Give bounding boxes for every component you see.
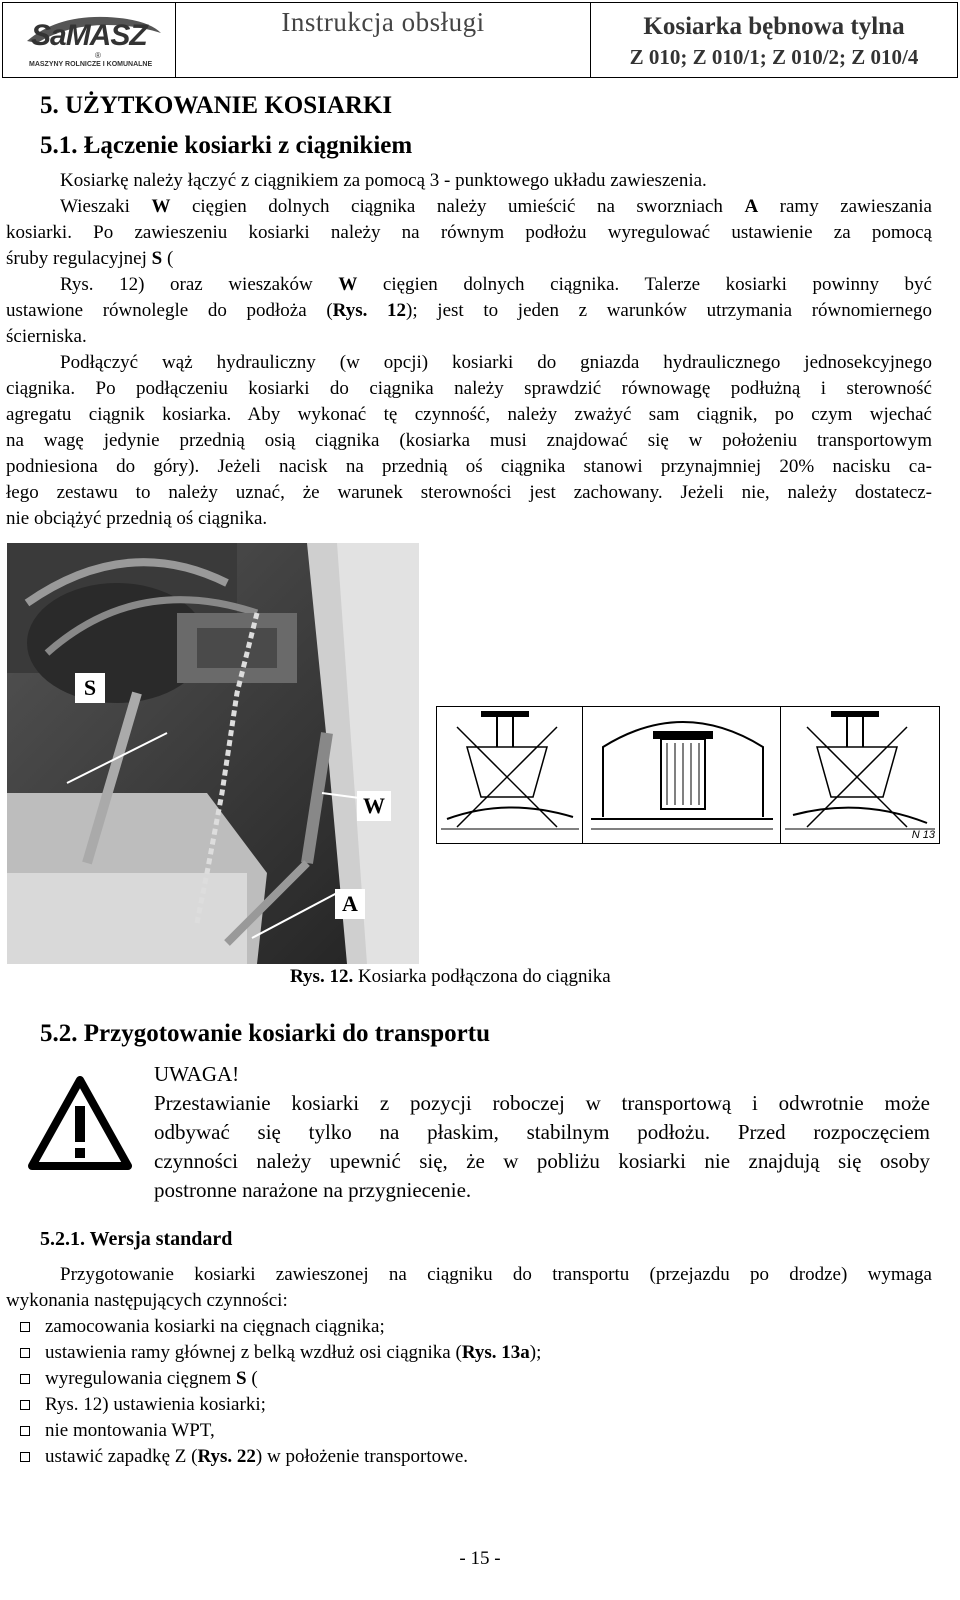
tractor-hitch-photo bbox=[7, 543, 419, 964]
paragraph-line: agregatu ciągnik kosiarka. Aby wykonać tę czynność, należy zważyć sam ciągnik, po czym wjechać bbox=[6, 404, 932, 425]
warning-line: Przestawianie kosiarki z pozycji roboczej w transportową i odwrotnie może bbox=[154, 1091, 930, 1115]
paragraph-line: podniesiona do góry). Jeżeli nacisk na przednią oś ciągnika stanowi przynajmniej 20% nacisku ca- bbox=[6, 456, 932, 477]
paragraph-line: Przygotowanie kosiarki zawieszonej na ciągniku do transportu (przejazdu po drodze) wymaga bbox=[60, 1264, 932, 1285]
list-item: ustawienia ramy głównej z belką wzdłuż osi ciągnika (Rys. 13a); bbox=[18, 1340, 541, 1366]
warning-line: czynności należy upewnić się, że w pobliżu kosiarki nie znajdują się osoby bbox=[154, 1149, 930, 1173]
list-item: zamocowania kosiarki na cięgnach ciągnika; bbox=[18, 1314, 541, 1340]
paragraph-line: ciągnika. Po podłączeniu kosiarki do ciągnika należy sprawdzić równowagę podłużną i sterowność bbox=[6, 378, 932, 399]
page-number: - 15 - bbox=[459, 1548, 501, 1569]
brand-subtitle: MASZYNY ROLNICZE I KOMUNALNE bbox=[29, 61, 153, 68]
bullet-list bbox=[18, 1314, 541, 1470]
mower-adjustment-diagram bbox=[436, 706, 940, 844]
list-item: Rys. 12) ustawienia kosiarki; bbox=[18, 1392, 541, 1418]
paragraph-line: kosiarki. Po zawieszeniu kosiarki należy na równym podłożu wyregulować ustawienie za pomocą bbox=[6, 222, 932, 243]
checkbox-bullet-icon bbox=[20, 1322, 30, 1332]
diagram-panel-center bbox=[583, 707, 781, 843]
paragraph-line: Rys. 12) oraz wieszaków W cięgien dolnych ciągnika. Talerze kosiarki powinny być bbox=[60, 274, 932, 295]
paragraph-line: Podłączyć wąż hydrauliczny (w opcji) kosiarki do gniazda hydraulicznego jednosekcyjnego bbox=[60, 352, 932, 373]
warning-icon bbox=[28, 1076, 132, 1172]
checkbox-bullet-icon bbox=[20, 1426, 30, 1436]
diagram-code: N 13 bbox=[911, 829, 935, 841]
list-item: wyregulowania cięgnem S ( bbox=[18, 1366, 541, 1392]
checkbox-bullet-icon bbox=[20, 1348, 30, 1358]
list-item: nie montowania WPT, bbox=[18, 1418, 541, 1444]
paragraph-line: łego zestawu to należy uznać, że warunek sterowności jest zachowany. Jeżeli nie, należy dostatecz- bbox=[6, 482, 932, 503]
label-a: A bbox=[335, 889, 365, 919]
label-w: W bbox=[357, 791, 391, 821]
paragraph-line: ustawione równolegle do podłoża (Rys. 12); jest to jeden z warunków utrzymania równomiernego bbox=[6, 300, 933, 321]
warning-line: odbywać się tylko na płaskim, stabilnym podłożu. Przed rozpoczęciem bbox=[154, 1120, 930, 1144]
paragraph-line: Wieszaki W cięgien dolnych ciągnika należy umieścić na sworzniach A ramy zawieszania bbox=[60, 196, 932, 217]
paragraph-line: wykonania następujących czynności: bbox=[6, 1290, 288, 1311]
checkbox-bullet-icon bbox=[20, 1400, 30, 1410]
page-header bbox=[2, 2, 958, 78]
list-item: ustawić zapadkę Z (Rys. 22) w położenie transportowe. bbox=[18, 1444, 541, 1470]
paragraph-line: Kosiarkę należy łączyć z ciągnikiem za pomocą 3 - punktowego układu zawieszenia. bbox=[60, 170, 707, 191]
document-type: Instrukcja obsługi bbox=[176, 3, 591, 77]
paragraph-line: śruby regulacyjnej S ( bbox=[6, 248, 174, 269]
subsection-title: 5.2.1. Wersja standard bbox=[40, 1228, 233, 1250]
product-name: Kosiarka bębnowa tylna bbox=[643, 13, 905, 40]
subsection-title: 5.1. Łączenie kosiarki z ciągnikiem bbox=[40, 132, 413, 159]
paragraph-line: nie obciążyć przednią oś ciągnika. bbox=[6, 508, 268, 529]
paragraph-line: na wagę jedynie przednią osią ciągnika (kosiarka musi znajdować się w położeniu transportowym bbox=[6, 430, 932, 451]
product-info bbox=[591, 3, 957, 77]
section-title: 5. UŻYTKOWANIE KOSIARKI bbox=[40, 92, 393, 119]
subsection-title: 5.2. Przygotowanie kosiarki do transportu bbox=[40, 1020, 490, 1047]
warning-title: UWAGA! bbox=[154, 1062, 240, 1086]
warning-line: postronne narażone na przygniecenie. bbox=[154, 1178, 472, 1202]
figure-caption: Rys. 12. Kosiarka podłączona do ciągnika bbox=[290, 966, 611, 987]
label-s: S bbox=[75, 673, 105, 703]
diagram-panel-left bbox=[437, 707, 583, 843]
paragraph-line: ścierniska. bbox=[6, 326, 87, 347]
checkbox-bullet-icon bbox=[20, 1374, 30, 1384]
checkbox-bullet-icon bbox=[20, 1452, 30, 1462]
product-models: Z 010; Z 010/1; Z 010/2; Z 010/4 bbox=[629, 45, 919, 69]
brand-name: SaMASZ bbox=[31, 19, 147, 52]
samasz-logo: SaMASZ ® MASZYNY ROLNICZE I KOMUNALNE bbox=[3, 3, 176, 77]
diagram-panel-right bbox=[781, 707, 939, 843]
